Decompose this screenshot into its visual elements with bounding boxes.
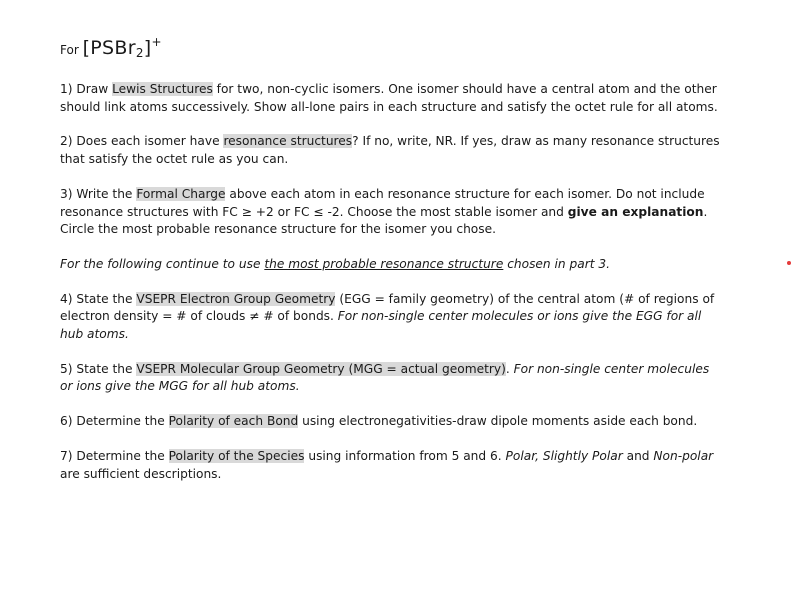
q6-rest: using electronegativities-draw dipole moments aside each bond. xyxy=(298,414,698,429)
q6-lead: 6) Determine the xyxy=(60,414,169,429)
q1-lead: 1) Draw xyxy=(60,82,113,96)
formula-subscript: 2 xyxy=(135,46,144,60)
q7-italic: Polar, Slightly Polar xyxy=(505,448,623,463)
q4-italic: For non-single center molecules or ions give the EGG for all hub atoms. xyxy=(60,309,702,342)
document-body xyxy=(60,28,720,500)
q2-rest: ? If no, write, NR. If yes, draw as many resonance structures that satisfy the octet rule as you can. xyxy=(60,134,720,167)
q2-lead: 2) Does each isomer have xyxy=(60,134,224,149)
q4-lead: 4) State the xyxy=(60,291,137,306)
q1-highlight: Lewis Structures xyxy=(112,82,213,96)
formula-close: ] xyxy=(143,37,152,59)
q4-mid: (EGG = family geometry) of the central atom (# of regions of electron density = # of clouds ≠ # of bonds. xyxy=(60,291,715,324)
q7-rest: are sufficient descriptions. xyxy=(60,466,222,481)
q4-highlight: VSEPR Electron Group Geometry xyxy=(136,291,336,306)
question-5 xyxy=(60,361,720,396)
q7-italic-2: Non-polar xyxy=(653,448,714,463)
question-1 xyxy=(60,81,720,116)
q7-mid: using information from 5 and 6. xyxy=(304,448,506,463)
q2-highlight: resonance structures xyxy=(223,134,353,149)
document-title xyxy=(60,28,720,67)
chemical-formula xyxy=(83,37,162,59)
q3-mid: above each atom in each resonance structure for each isomer. Do not include resonance structures with FC ≥ +2 or FC ≤ -2. Choose the most stable isomer and xyxy=(60,186,705,219)
q7-highlight: Polarity of the Species xyxy=(168,448,305,463)
question-3 xyxy=(60,186,720,239)
q3-bold: give an explanation xyxy=(567,204,704,219)
question-6 xyxy=(60,413,720,431)
formula-charge: + xyxy=(151,35,162,49)
q3-rest: . Circle the most probable resonance structure for the isomer you chose. xyxy=(60,204,708,237)
note-underlined: the most probable resonance structure xyxy=(264,256,504,271)
q7-lead: 7) Determine the xyxy=(60,448,169,463)
q5-lead: 5) State the xyxy=(60,361,137,376)
instruction-note xyxy=(60,256,720,274)
title-prefix: For xyxy=(60,43,79,57)
question-2 xyxy=(60,133,720,168)
q1-rest: for two, non-cyclic isomers. One isomer should have a central atom and the other should link atoms successively. Show all-lone pairs in each structure and satisfy the octet rule for all atoms. xyxy=(60,82,718,114)
q3-highlight: Formal Charge xyxy=(136,186,226,201)
q7-and: and xyxy=(622,448,654,463)
q5-mid: . xyxy=(505,361,514,376)
question-4 xyxy=(60,291,720,344)
q5-italic: For non-single center molecules or ions give the MGG for all hub atoms. xyxy=(60,361,710,394)
question-7 xyxy=(60,448,720,483)
note-lead: For the following continue to use xyxy=(60,256,265,271)
red-dot-marker xyxy=(787,261,791,265)
note-rest: chosen in part 3. xyxy=(503,256,611,271)
formula-open: [PSBr xyxy=(82,37,136,59)
q3-lead: 3) Write the xyxy=(60,186,137,201)
q6-highlight: Polarity of each Bond xyxy=(168,414,299,429)
q5-highlight: VSEPR Molecular Group Geometry (MGG = actual geometry) xyxy=(136,361,506,376)
